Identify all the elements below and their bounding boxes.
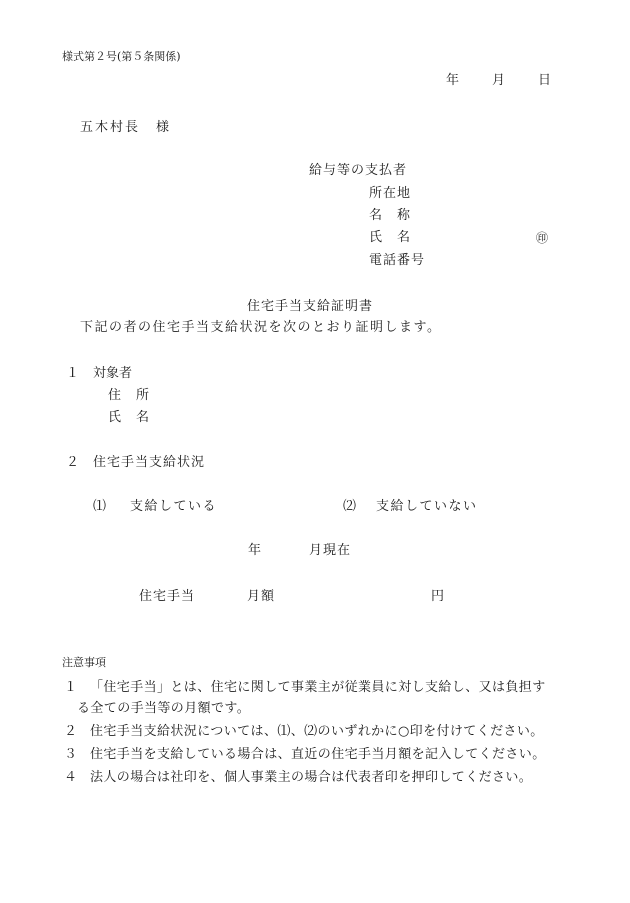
note-3-text: 住宅手当を支給している場合は、直近の住宅手当月額を記入してください。 [90, 747, 546, 762]
section1-address-label: 住 所 [108, 388, 151, 403]
monthly-amount-label: 月額 [247, 589, 276, 604]
date-month-label: 月 [492, 73, 506, 88]
allowance-label: 住宅手当 [139, 589, 196, 604]
section1-number: １ [66, 366, 80, 381]
as-of-year-label: 年 [248, 543, 262, 558]
note-2-text: 住宅手当支給状況については、⑴、⑵のいずれかに○印を付けてください。 [90, 724, 544, 739]
note-3-number: ３ [64, 747, 78, 762]
addressee-honorific: 様 [156, 120, 170, 135]
section2-heading: 住宅手当支給状況 [93, 455, 206, 470]
section2-number: ２ [66, 455, 80, 470]
payer-name-label: 名 称 [369, 208, 412, 223]
intro-text: 下記の者の住宅手当支給状況を次のとおり証明します。 [80, 320, 442, 335]
document-title: 住宅手当支給証明書 [247, 299, 374, 314]
note-1-continuation: る全ての手当等の月額です。 [77, 701, 251, 716]
date-year-label: 年 [446, 73, 460, 88]
option1-number: ⑴ [93, 499, 107, 514]
note-4-number: ４ [64, 770, 78, 785]
payer-phone-label: 電話番号 [369, 253, 426, 268]
note-1-text: 「住宅手当」とは、住宅に関して事業主が従業員に対し支給し、又は負担す [90, 680, 546, 695]
note-1-number: １ [64, 680, 78, 695]
date-day-label: 日 [538, 73, 552, 88]
form-number: 様式第２号(第５条関係) [62, 50, 181, 63]
note-2-number: ２ [64, 724, 78, 739]
payer-heading: 給与等の支払者 [309, 163, 408, 178]
section1-name-label: 氏 名 [108, 410, 151, 425]
option2-number: ⑵ [343, 499, 357, 514]
payer-address-label: 所在地 [369, 186, 412, 201]
notes-heading: 注意事項 [62, 656, 106, 669]
section1-heading: 対象者 [93, 366, 133, 381]
option1-text: 支給している [130, 499, 218, 514]
as-of-month-label: 月現在 [309, 543, 352, 558]
seal-mark: ㊞ [536, 231, 549, 245]
yen-unit: 円 [431, 589, 445, 604]
note-4-text: 法人の場合は社印を、個人事業主の場合は代表者印を押印してください。 [90, 770, 533, 785]
option2-text: 支給していない [376, 499, 478, 514]
payer-person-label: 氏 名 [369, 230, 412, 245]
addressee-name: 五木村長 [80, 120, 141, 135]
